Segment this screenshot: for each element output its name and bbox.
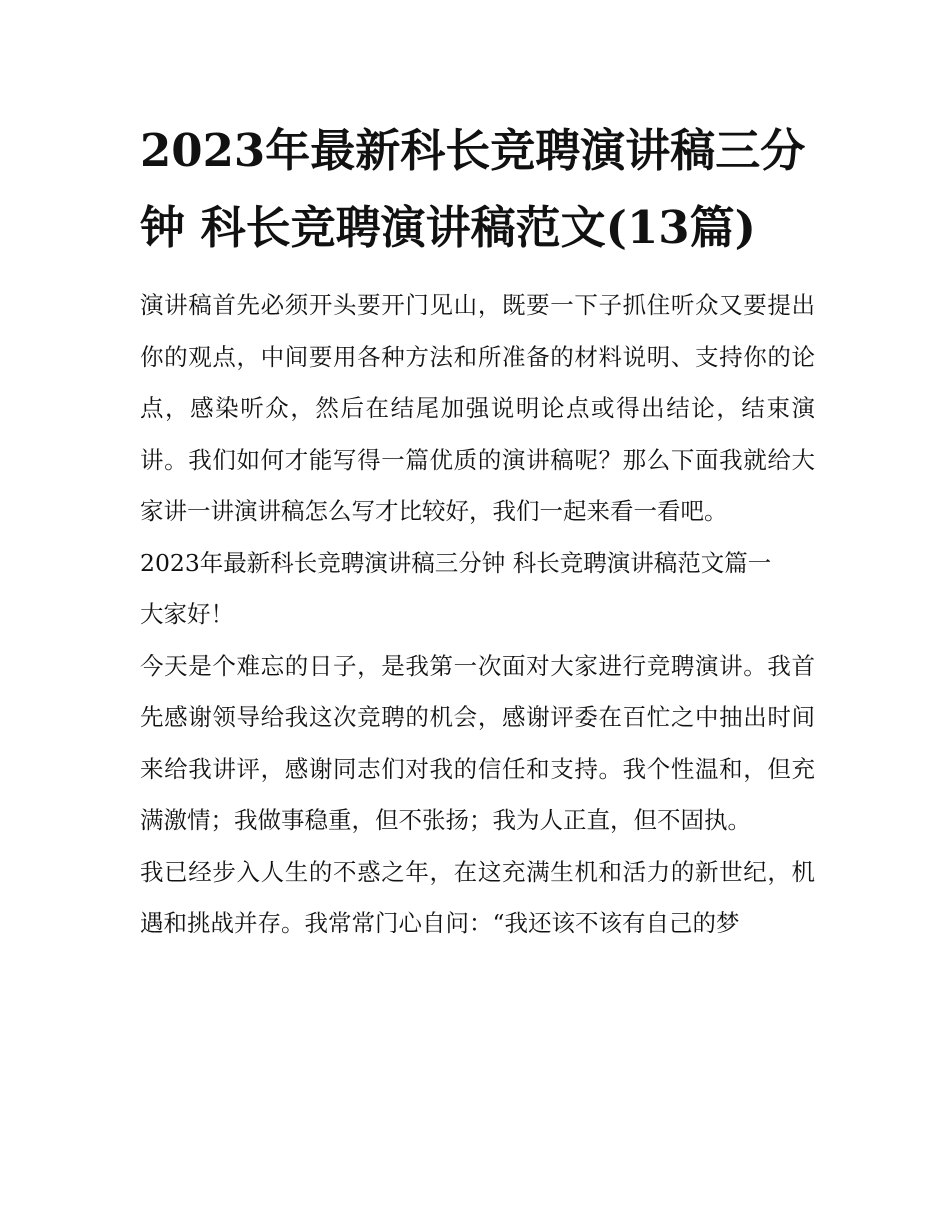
paragraph-reflection: 我已经步入人生的不惑之年，在这充满生机和活力的新世纪，机遇和挑战并存。我常常门心自问：“我还该不该有自己的梦 <box>140 857 815 937</box>
paragraph-intro: 演讲稿首先必须开头要开门见山，既要一下子抓住听众又要提出你的观点，中间要用各种方法和所准备的材料说明、支持你的论点，感染听众，然后在结尾加强说明论点或得出结论，结束演讲。我们如何才能写得一篇优质的演讲稿呢？那么下面我就给大家讲一讲演讲稿怎么写才比较好，我们一起来看一看吧。 <box>140 291 815 525</box>
document-title: 2023年最新科长竞聘演讲稿三分钟 科长竞聘演讲稿范文(13篇) <box>140 124 806 254</box>
paragraph-greeting: 大家好！ <box>140 600 234 628</box>
document-body <box>140 112 815 950</box>
section-heading-1: 2023年最新科长竞聘演讲稿三分钟 科长竞聘演讲稿范文篇一 <box>140 548 772 577</box>
paragraph-opening: 今天是个难忘的日子，是我第一次面对大家进行竞聘演讲。我首先感谢领导给我这次竞聘的机会，感谢评委在百忙之中抽出时间来给我讲评，感谢同志们对我的信任和支持。我个性温和，但充满激情；我做事稳重，但不张扬；我为人正直，但不固执。 <box>140 651 815 834</box>
